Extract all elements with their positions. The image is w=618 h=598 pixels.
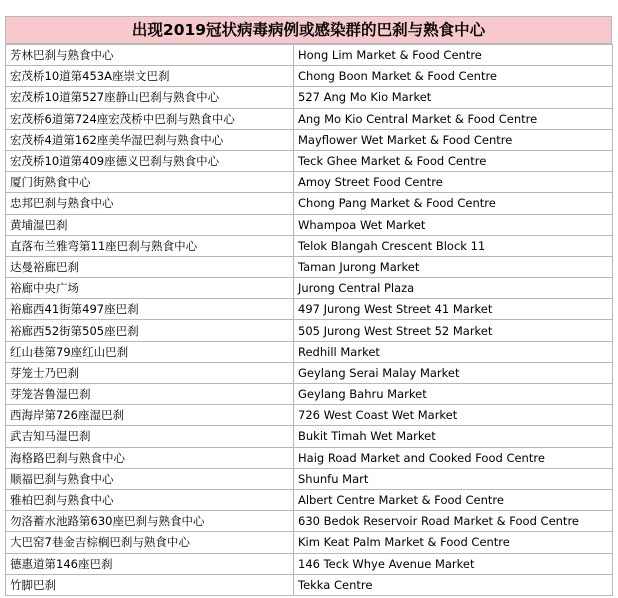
chinese-name-cell: 裕廊西41街第497座巴刹	[6, 299, 294, 320]
chinese-name-cell: 裕廊西52街第505座巴刹	[6, 320, 294, 341]
chinese-name-cell: 雅柏巴刹与熟食中心	[6, 489, 294, 510]
market-table-container	[5, 16, 612, 596]
table-row	[6, 108, 613, 129]
chinese-name-cell: 竹脚巴刹	[6, 574, 294, 595]
table-row	[6, 278, 613, 299]
english-name-cell: 527 Ang Mo Kio Market	[294, 87, 613, 108]
chinese-name-cell: 勿洛蓄水池路第630座巴刹与熟食中心	[6, 511, 294, 532]
english-name-cell: 630 Bedok Reservoir Road Market & Food Centre	[294, 511, 613, 532]
table-row	[6, 87, 613, 108]
table-row	[6, 214, 613, 235]
table-title: 出现2019冠状病毒病例或感染群的巴刹与熟食中心	[5, 16, 612, 44]
table-row	[6, 172, 613, 193]
table-row	[6, 489, 613, 510]
english-name-cell: Chong Boon Market & Food Centre	[294, 66, 613, 87]
chinese-name-cell: 大巴窑7巷金吉棕榈巴刹与熟食中心	[6, 532, 294, 553]
english-name-cell: 505 Jurong West Street 52 Market	[294, 320, 613, 341]
market-table	[5, 44, 613, 596]
english-name-cell: Teck Ghee Market & Food Centre	[294, 150, 613, 171]
table-row	[6, 66, 613, 87]
table-row	[6, 405, 613, 426]
chinese-name-cell: 厦门街熟食中心	[6, 172, 294, 193]
chinese-name-cell: 宏茂桥10道第527座静山巴刹与熟食中心	[6, 87, 294, 108]
table-row	[6, 384, 613, 405]
chinese-name-cell: 忠邦巴刹与熟食中心	[6, 193, 294, 214]
english-name-cell: Geylang Serai Malay Market	[294, 362, 613, 383]
english-name-cell: Bukit Timah Wet Market	[294, 426, 613, 447]
english-name-cell: Mayflower Wet Market & Food Centre	[294, 129, 613, 150]
table-row	[6, 193, 613, 214]
chinese-name-cell: 直落布兰雅弯第11座巴刹与熟食中心	[6, 235, 294, 256]
english-name-cell: Haig Road Market and Cooked Food Centre	[294, 447, 613, 468]
table-row	[6, 447, 613, 468]
table-row	[6, 553, 613, 574]
chinese-name-cell: 海格路巴刹与熟食中心	[6, 447, 294, 468]
english-name-cell: Jurong Central Plaza	[294, 278, 613, 299]
english-name-cell: Redhill Market	[294, 341, 613, 362]
table-row	[6, 341, 613, 362]
table-row	[6, 45, 613, 66]
table-row	[6, 362, 613, 383]
chinese-name-cell: 宏茂桥10道第409座德义巴刹与熟食中心	[6, 150, 294, 171]
english-name-cell: Ang Mo Kio Central Market & Food Centre	[294, 108, 613, 129]
chinese-name-cell: 红山巷第79座红山巴刹	[6, 341, 294, 362]
chinese-name-cell: 芳林巴刹与熟食中心	[6, 45, 294, 66]
chinese-name-cell: 宏茂桥10道第453A座崇文巴刹	[6, 66, 294, 87]
chinese-name-cell: 裕廊中央广场	[6, 278, 294, 299]
chinese-name-cell: 芽笼峇鲁湿巴刹	[6, 384, 294, 405]
english-name-cell: Amoy Street Food Centre	[294, 172, 613, 193]
chinese-name-cell: 芽笼士乃巴刹	[6, 362, 294, 383]
english-name-cell: Shunfu Mart	[294, 468, 613, 489]
table-row	[6, 299, 613, 320]
english-name-cell: Kim Keat Palm Market & Food Centre	[294, 532, 613, 553]
table-row	[6, 320, 613, 341]
english-name-cell: Chong Pang Market & Food Centre	[294, 193, 613, 214]
table-row	[6, 235, 613, 256]
table-row	[6, 256, 613, 277]
english-name-cell: Whampoa Wet Market	[294, 214, 613, 235]
chinese-name-cell: 顺福巴刹与熟食中心	[6, 468, 294, 489]
table-body	[6, 45, 613, 596]
chinese-name-cell: 西海岸第726座湿巴刹	[6, 405, 294, 426]
english-name-cell: Albert Centre Market & Food Centre	[294, 489, 613, 510]
chinese-name-cell: 黄埔湿巴刹	[6, 214, 294, 235]
english-name-cell: Taman Jurong Market	[294, 256, 613, 277]
table-row	[6, 426, 613, 447]
table-row	[6, 511, 613, 532]
chinese-name-cell: 宏茂桥4道第162座美华湿巴刹与熟食中心	[6, 129, 294, 150]
chinese-name-cell: 宏茂桥6道第724座宏茂桥中巴刹与熟食中心	[6, 108, 294, 129]
english-name-cell: Tekka Centre	[294, 574, 613, 595]
chinese-name-cell: 武吉知马湿巴刹	[6, 426, 294, 447]
english-name-cell: Geylang Bahru Market	[294, 384, 613, 405]
chinese-name-cell: 达曼裕廊巴刹	[6, 256, 294, 277]
table-row	[6, 468, 613, 489]
table-row	[6, 150, 613, 171]
english-name-cell: Hong Lim Market & Food Centre	[294, 45, 613, 66]
english-name-cell: 497 Jurong West Street 41 Market	[294, 299, 613, 320]
english-name-cell: 726 West Coast Wet Market	[294, 405, 613, 426]
table-row	[6, 574, 613, 595]
chinese-name-cell: 德惠道第146座巴刹	[6, 553, 294, 574]
english-name-cell: Telok Blangah Crescent Block 11	[294, 235, 613, 256]
english-name-cell: 146 Teck Whye Avenue Market	[294, 553, 613, 574]
table-row	[6, 532, 613, 553]
table-row	[6, 129, 613, 150]
